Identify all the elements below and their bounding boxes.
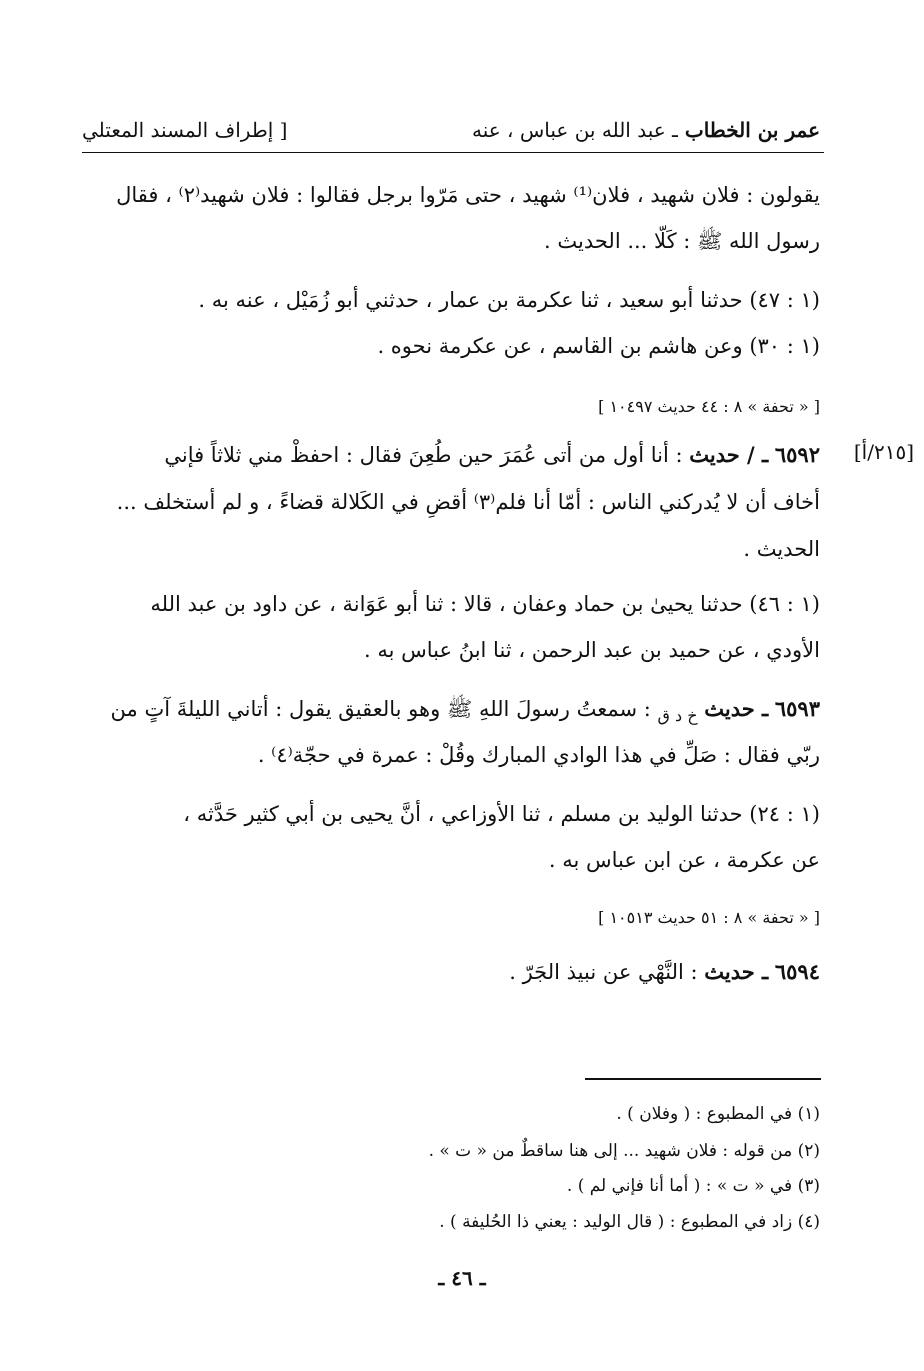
- margin-folio-note: [٢١٥/أ]: [853, 440, 914, 464]
- chain-line-3: (١ : ٤٦) حدثنا يحيىٰ بن حماد وعفان ، قالا : ثنا أبو عَوَانة ، عن داود بن عبد الله: [150, 592, 820, 616]
- chain-line-5: (١ : ٢٤) حدثنا الوليد بن مسلم ، ثنا الأوزاعي ، أنَّ يحيى بن أبي كثير حَدَّثه ،: [183, 802, 820, 826]
- header-section-title: [472, 118, 820, 142]
- header-main-title: عمر بن الخطاب: [684, 118, 820, 142]
- page-number: ـ ٤٦ ـ: [438, 1266, 486, 1290]
- hadith-number: ٦٥٩٢: [774, 442, 820, 467]
- hadith-heading: ـ حديث: [704, 696, 769, 721]
- hadith-text: : أنا أول من أتى عُمَرَ حين طُعِنَ فقال : احفظْ مني ثلاثاً فإني: [164, 443, 683, 467]
- footnote-3: (٣) في « ت » : ( أما أنا فإني لم ) .: [566, 1176, 820, 1196]
- hadith-6592-line-1: [164, 440, 820, 470]
- chain-line-4: الأودي ، عن حميد بن عبد الرحمن ، ثنا ابنُ عباس به .: [364, 638, 820, 662]
- hadith-6593-line-2: ربّي فقال : صَلِّ في هذا الوادي المبارك وقُلْ : عمرة في حجّة⁽٤⁾ .: [257, 743, 820, 767]
- hadith-text: : النَّهْي عن نبيذ الجَرّ .: [509, 960, 698, 984]
- hadith-heading: ـ / حديث: [689, 442, 769, 467]
- hadith-number: ٦٥٩٣: [774, 696, 820, 721]
- hadith-text: : سمعتُ رسولَ اللهِ ﷺ وهو بالعقيق يقول : أتاني الليلةَ آتٍ من: [110, 697, 651, 721]
- hadith-heading: ـ حديث: [704, 959, 769, 984]
- footnote-divider: [585, 1078, 821, 1080]
- hadith-6592-line-3: الحديث .: [743, 537, 820, 561]
- header-book-title: [ إطراف المسند المعتلي: [82, 118, 288, 142]
- footnote-1: (١) في المطبوع : ( وفلان ) .: [616, 1104, 820, 1124]
- hadith-6594-line-1: [509, 957, 820, 987]
- footnote-2: (٢) من قوله : فلان شهيد ... إلى هنا ساقطٌ من « ت » .: [428, 1141, 820, 1161]
- chain-line-6: عن عكرمة ، عن ابن عباس به .: [548, 848, 820, 872]
- footnote-4: (٤) زاد في المطبوع : ( قال الوليد : يعني ذا الحُليفة ) .: [439, 1212, 820, 1232]
- running-header: [82, 118, 820, 152]
- text-line-1: يقولون : فلان شهيد ، فلان⁽¹⁾ شهيد ، حتى مَرّوا برجل فقالوا : فلان شهيد⁽٢⁾ ، فقال: [116, 183, 820, 207]
- hadith-6592-line-2: أخاف أن لا يُدركني الناس : أمّا أنا فلم⁽٣⁾ أقضِ في الكَلالة قضاءً ، و لم أستخلف ...: [116, 490, 820, 514]
- hadith-sigla: خ د ق: [657, 706, 698, 726]
- tuhfa-reference-2: [ « تحفة » ٨ : ٥١ حديث ١٠٥١٣ ]: [598, 908, 820, 927]
- tuhfa-reference-1: [ « تحفة » ٨ : ٤٤ حديث ١٠٤٩٧ ]: [598, 397, 820, 416]
- chain-line-2: (١ : ٣٠) وعن هاشم بن القاسم ، عن عكرمة نحوه .: [377, 334, 820, 358]
- text-line-2: رسول الله ﷺ : كَلّا ... الحديث .: [544, 229, 820, 253]
- hadith-6593-line-1: [111, 694, 820, 731]
- header-divider: [82, 152, 824, 153]
- chain-line-1: (١ : ٤٧) حدثنا أبو سعيد ، ثنا عكرمة بن عمار ، حدثني أبو زُمَيْل ، عنه به .: [198, 288, 820, 312]
- header-subtitle: ـ عبد الله بن عباس ، عنه: [472, 118, 678, 142]
- hadith-number: ٦٥٩٤: [774, 959, 820, 984]
